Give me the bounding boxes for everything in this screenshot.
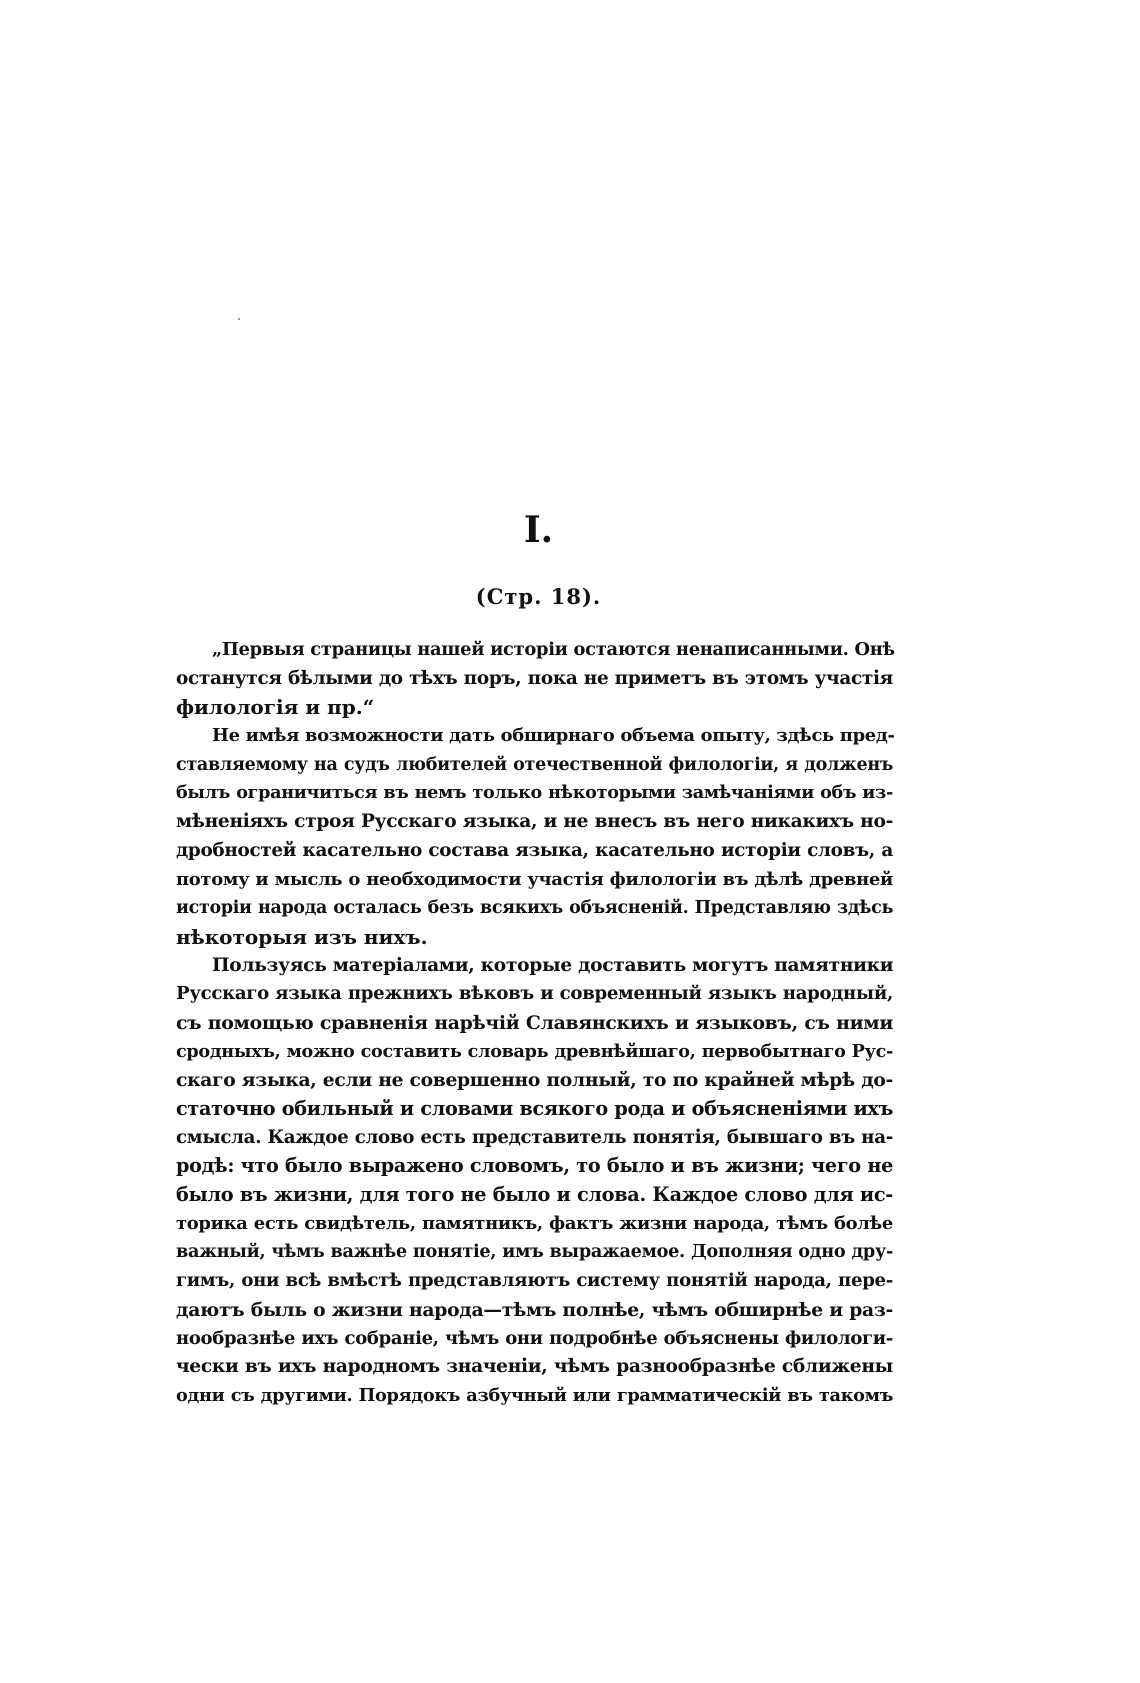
text-line: гимъ, они всѣ вмѣстѣ представляютъ систему понятій народа, пере- <box>176 1270 893 1292</box>
text-line: статочно обильный и словами всякого рода и объясненіями ихъ <box>176 1097 893 1120</box>
text-line: „Первыя страницы нашей исторіи остаются ненаписанными. Онѣ <box>212 639 895 660</box>
section-numeral: I. <box>523 509 554 551</box>
text-line: мѣненіяхъ строя Русскаго языка, и не внесъ въ него никакихъ но- <box>176 811 893 833</box>
text-line: исторіи народа осталась безъ всякихъ объясненій. Представляю здѣсь <box>176 898 893 919</box>
text-line: важный, чѣмъ важнѣе понятіе, имъ выражаемое. Дополняя одно дру- <box>176 1241 893 1263</box>
text-line: чески въ ихъ народномъ значеніи, чѣмъ разнообразнѣе сближены <box>176 1356 893 1378</box>
text-line: дробностей касательно состава языка, касательно исторіи словъ, а <box>176 839 893 861</box>
text-line: скаго языка, если не совершенно полный, то по крайней мѣрѣ до- <box>176 1069 893 1092</box>
text-line: останутся бѣлыми до тѣхъ поръ, пока не приметъ въ этомъ участія <box>176 667 893 689</box>
text-line: было въ жизни, для того не было и слова. Каждое слово для ис- <box>176 1183 893 1207</box>
text-line: ставляемому на судъ любителей отечественной филологіи, я долженъ <box>176 754 893 775</box>
text-line: Не имѣя возможности дать обширнаго объема опыту, здѣсь пред- <box>212 725 895 747</box>
scan-speck <box>238 318 240 320</box>
text-line: нообразнѣе ихъ собраніе, чѣмъ они подробнѣе объяснены филологи- <box>176 1327 893 1349</box>
text-line: Русскаго языка прежнихъ вѣковъ и современный языкъ народный, <box>176 983 893 1005</box>
text-line: былъ ограничиться въ немъ только нѣкоторыми замѣчаніями объ из- <box>176 782 893 804</box>
text-line: нѣкоторыя изъ нихъ. <box>176 924 428 949</box>
text-line: одни съ другими. Порядокъ азбучный или грамматическій въ такомъ <box>176 1384 893 1406</box>
text-line: Пользуясь матеріалами, которые доставить могутъ памятники <box>212 954 894 976</box>
body-text <box>176 636 893 1411</box>
text-line: съ помощью сравненія нарѣчій Славянскихъ и языковъ, съ ними <box>176 1011 893 1034</box>
text-line: торика есть свидѣтель, памятникъ, фактъ жизни народа, тѣмъ болѣе <box>176 1212 893 1234</box>
text-line: потому и мысль о необходимости участія филологіи въ дѣлѣ древней <box>176 868 893 890</box>
text-line: сродныхъ, можно составить словарь древнѣйшаго, первобытнаго Рус- <box>176 1040 893 1062</box>
text-line: смысла. Каждое слово есть представитель понятія, бывшаго въ на- <box>176 1126 893 1148</box>
text-line: даютъ быль о жизни народа—тѣмъ полнѣе, чѣмъ обширнѣе и раз- <box>176 1298 893 1321</box>
page-reference: (Стр. 18). <box>475 584 602 609</box>
text-line: родѣ: что было выражено словомъ, то было и въ жизни; чего не <box>176 1154 893 1178</box>
text-line: филологія и пр.“ <box>176 695 375 720</box>
